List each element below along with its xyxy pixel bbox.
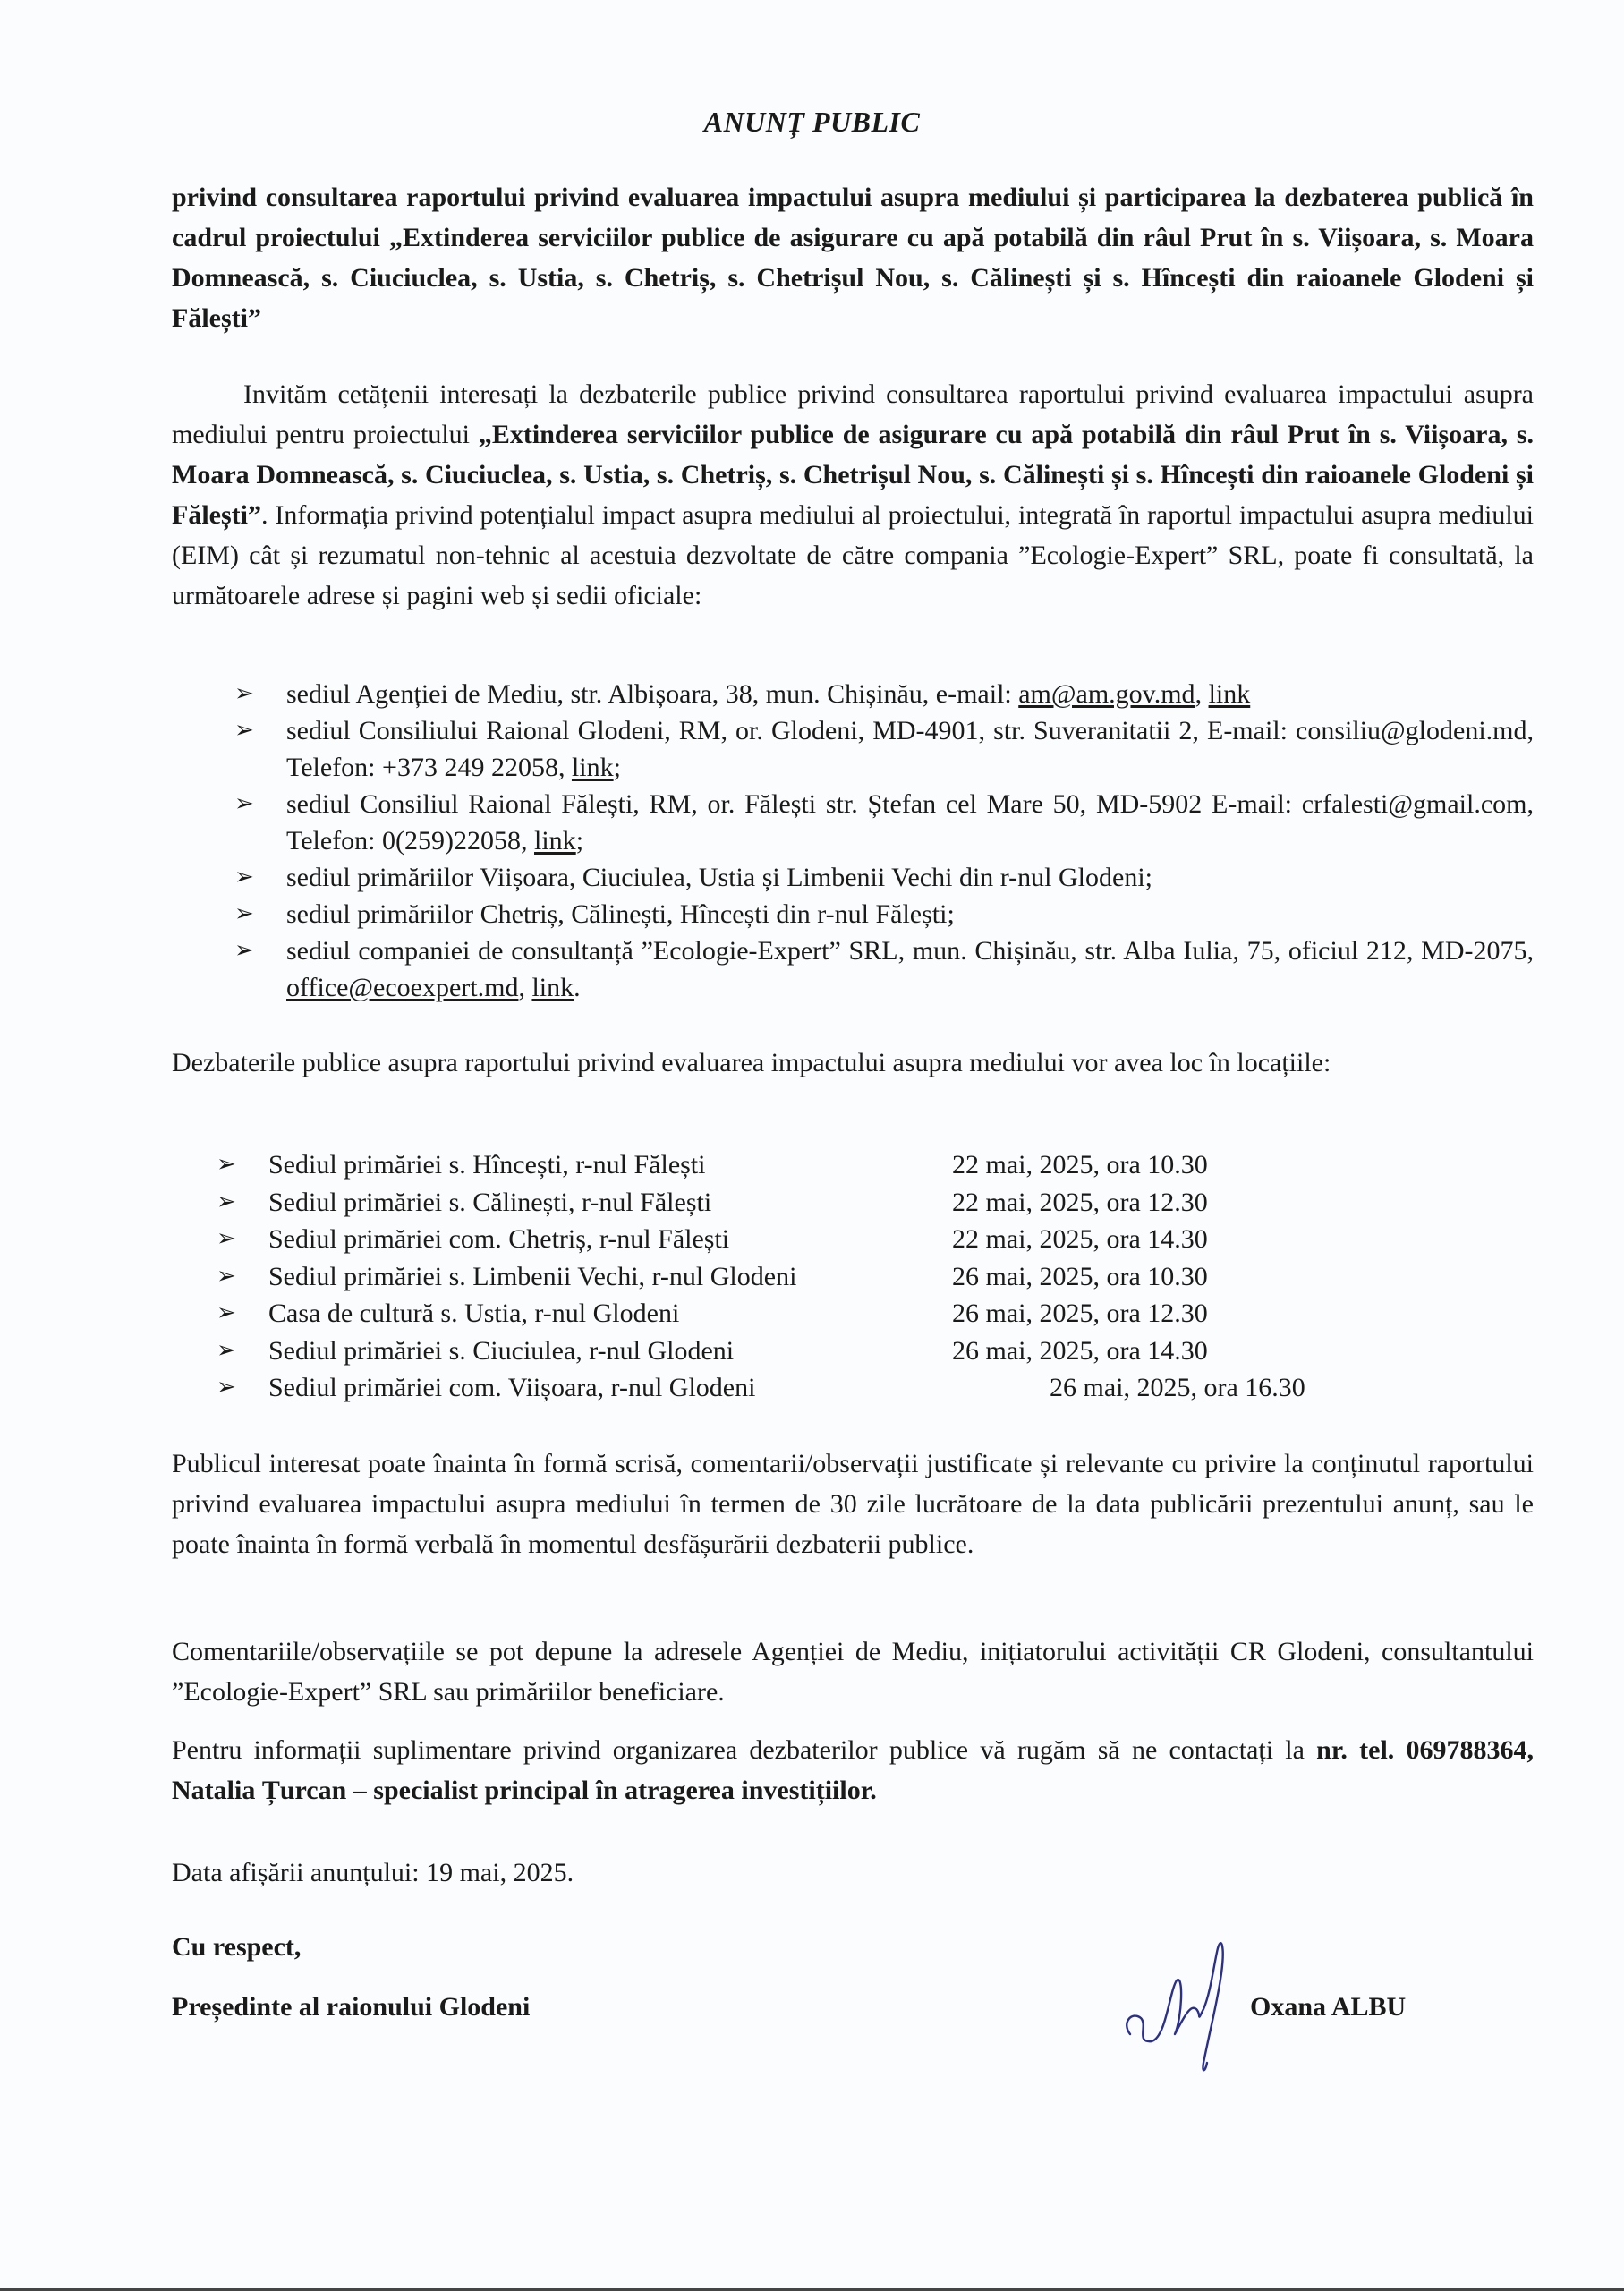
debates-intro: Dezbaterile publice asupra raportului privind evaluarea impactului asupra mediului vor avea loc în locațiile: (172, 1048, 1331, 1077)
arrow-bullet-icon: ➢ (217, 1188, 236, 1215)
arrow-bullet-icon: ➢ (217, 1262, 236, 1290)
address-item: ➢ sediul Consiliul Raional Fălești, RM, or. Fălești str. Ștefan cel Mare 50, MD-5902 E-mail: crfalesti@gmail.com, Telefon: 0(259)22058, link; (234, 786, 1534, 859)
web-link[interactable]: link (534, 826, 576, 856)
schedule-location: Sediul primăriei s. Călinești, r-nul Fălești (268, 1187, 712, 1217)
arrow-bullet-icon: ➢ (234, 717, 254, 744)
address-list (234, 676, 1534, 1006)
intro-tail: . Informația privind potențialul impact asupra mediului al proiectului, integrată în raportul impactului asupra mediului (EIM) cât și rezumatul non-tehnic al acestuia dezvoltate de către compania ”Ecologie-Expert” SRL, poate fi consultată, la următoarele adrese și pagini web și sedii oficiale: (172, 500, 1534, 610)
arrow-bullet-icon: ➢ (234, 900, 254, 927)
web-link[interactable]: link (571, 753, 614, 782)
arrow-bullet-icon: ➢ (234, 680, 254, 707)
schedule-location: Sediul primăriei s. Ciuciulea, r-nul Glodeni (268, 1335, 735, 1366)
arrow-bullet-icon: ➢ (217, 1336, 236, 1364)
email-link[interactable]: am@am.gov.md (1018, 679, 1195, 709)
arrow-bullet-icon: ➢ (217, 1374, 236, 1401)
signer-name: Oxana ALBU (1250, 1992, 1407, 2022)
schedule-datetime: 22 mai, 2025, ora 14.30 (952, 1224, 1208, 1254)
schedule-datetime: 26 mai, 2025, ora 10.30 (952, 1261, 1208, 1291)
submit-comments-paragraph: Comentariile/observațiile se pot depune la adresele Agenției de Mediu, inițiatorului activității CR Glodeni, consultantului ”Ecologie-Expert” SRL sau primăriilor beneficiare. (172, 1637, 1534, 1707)
schedule-location: Sediul primăriei s. Limbenii Vechi, r-nul Glodeni (268, 1261, 797, 1291)
arrow-bullet-icon: ➢ (234, 864, 254, 890)
schedule-row (217, 1333, 1305, 1370)
schedule-row (217, 1258, 1305, 1296)
schedule-row (217, 1221, 1305, 1258)
schedule-location: Sediul primăriei s. Hîncești, r-nul Fălești (268, 1150, 706, 1180)
contact-lead: Pentru informații suplimentare privind organizarea dezbaterilor publice vă rugăm să ne contactați la (172, 1735, 1317, 1765)
project-name: „Extinderea serviciilor publice de asigurare cu apă potabilă din râul Prut în s. Viișoara, s. Moara Domnească, s. Ciuciuclea, s. Ustia, s. Chetriș, s. Chetrișul Nou, s. Călinești și s. Hîncești din raioanele Glodeni și Fălești” (172, 420, 1534, 530)
closing: Cu respect, (172, 1932, 302, 1962)
arrow-bullet-icon: ➢ (234, 937, 254, 964)
schedule-datetime: 22 mai, 2025, ora 10.30 (952, 1150, 1208, 1180)
schedule-datetime: 26 mai, 2025, ora 14.30 (952, 1335, 1208, 1366)
schedule-row (217, 1295, 1305, 1333)
public-comments-paragraph: Publicul interesat poate înainta în formă scrisă, comentarii/observații justificate și relevante cu privire la conținutul raportului privind evaluarea impactului asupra mediului în termen de 30 zile lucrătoare de la data publicării prezentului anunț, sau le poate înainta în formă verbală în momentul desfășurării dezbaterii publice. (172, 1449, 1534, 1559)
schedule-location: Sediul primăriei com. Chetriș, r-nul Fălești (268, 1224, 730, 1254)
schedule-location: Casa de cultură s. Ustia, r-nul Glodeni (268, 1299, 680, 1328)
address-item: ➢ sediul companiei de consultanță ”Ecologie-Expert” SRL, mun. Chișinău, str. Alba Iulia, 75, oficiul 212, MD-2075, office@ecoexpert.md, link. (234, 933, 1534, 1006)
schedule-datetime: 22 mai, 2025, ora 12.30 (952, 1187, 1208, 1217)
contact-details: nr. tel. 069788364, Natalia Țurcan – specialist principal în atragerea investițiilor. (172, 1735, 1534, 1805)
intro-paragraph (172, 374, 1534, 616)
subtitle: privind consultarea raportului privind evaluarea impactului asupra mediului și participarea la dezbaterea publică în cadrul proiectului „Extinderea serviciilor publice de asigurare cu apă potabilă din râul Prut în s. Viișoara, s. Moara Domnească, s. Ciuciuclea, s. Ustia, s. Chetriș, s. Chetrișul Nou, s. Călinești și s. Hîncești din raioanele Glodeni și Fălești” (172, 183, 1534, 333)
arrow-bullet-icon: ➢ (217, 1151, 236, 1178)
arrow-bullet-icon: ➢ (217, 1299, 236, 1326)
schedule-datetime: 26 mai, 2025, ora 12.30 (952, 1299, 1208, 1328)
contact-paragraph (172, 1730, 1534, 1810)
schedule-table (217, 1146, 1305, 1407)
address-item: ➢ sediul primăriilor Viișoara, Ciuciulea, Ustia și Limbenii Vechi din r-nul Glodeni; (234, 859, 1534, 896)
intro-lead: Invităm cetățenii interesați la dezbaterile publice privind consultarea raportului privind evaluarea impactului asupra mediului pentru proiectului (172, 379, 1534, 449)
arrow-bullet-icon: ➢ (234, 790, 254, 817)
arrow-bullet-icon: ➢ (217, 1225, 236, 1252)
address-item: ➢ sediul primăriilor Chetriș, Călinești, Hîncești din r-nul Fălești; (234, 896, 1534, 933)
web-link[interactable]: link (1208, 679, 1251, 709)
posted-date: Data afișării anunțului: 19 mai, 2025. (172, 1858, 574, 1887)
schedule-row (217, 1146, 1305, 1184)
address-item: ➢ sediul Agenției de Mediu, str. Albișoara, 38, mun. Chișinău, e-mail: am@am.gov.md, link (234, 676, 1534, 712)
signer-role: Președinte al raionului Glodeni (172, 1992, 531, 2022)
schedule-row (217, 1184, 1305, 1222)
address-item: ➢ sediul Consiliului Raional Glodeni, RM, or. Glodeni, MD-4901, str. Suveranitatii 2, E-mail: consiliu@glodeni.md, Telefon: +373 249 22058, link; (234, 712, 1534, 786)
schedule-location: Sediul primăriei com. Viișoara, r-nul Glodeni (268, 1373, 756, 1402)
web-link[interactable]: link (531, 973, 574, 1002)
schedule-row (217, 1369, 1305, 1407)
signature-stroke (1127, 1943, 1222, 2070)
signature-icon (1114, 1929, 1248, 2081)
page-title: ANUNȚ PUBLIC (703, 106, 921, 138)
email-link[interactable]: office@ecoexpert.md (286, 973, 519, 1002)
schedule-datetime: 26 mai, 2025, ora 16.30 (1050, 1373, 1305, 1402)
